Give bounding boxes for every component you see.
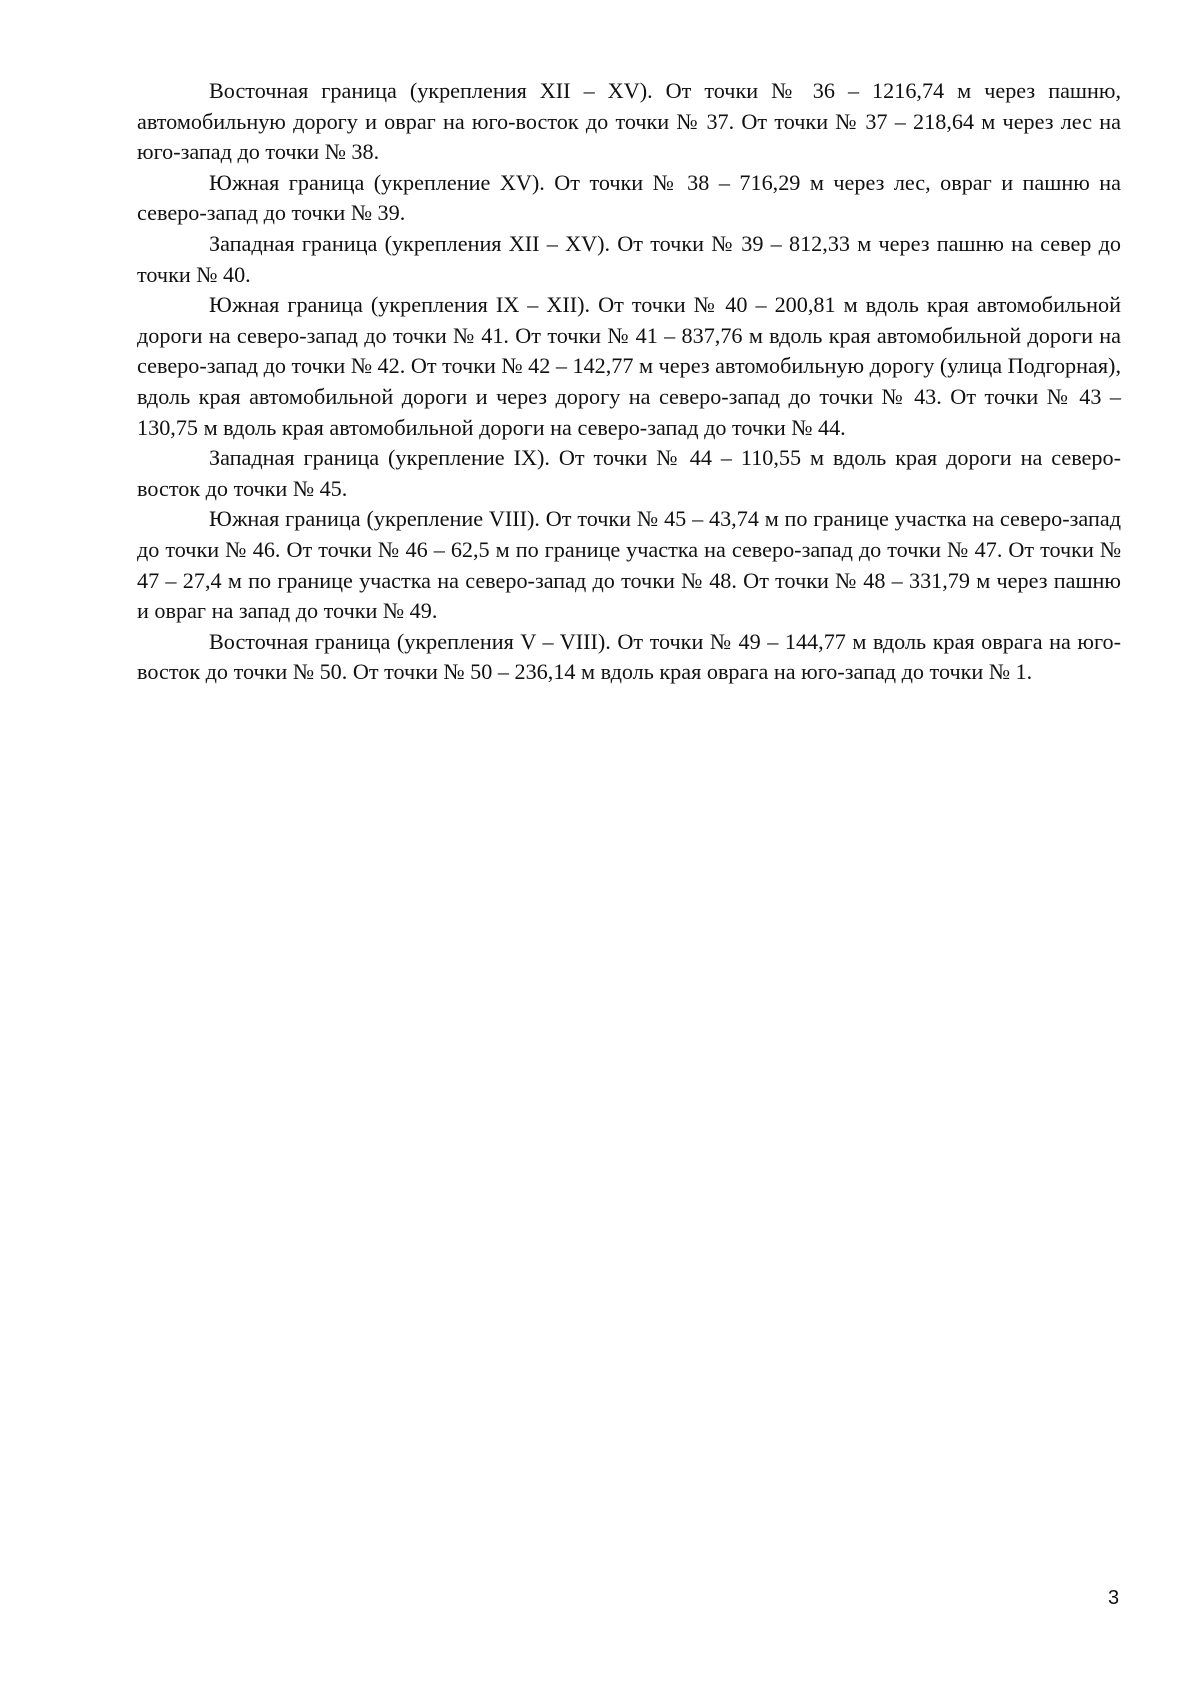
paragraph-west-border-xii-xv: Западная граница (укрепления XII – XV). От точки № 39 – 812,33 м через пашню на север до точки № 40.: [137, 230, 1121, 287]
paragraph-east-border-v-viii: Восточная граница (укрепления V – VIII). От точки № 49 – 144,77 м вдоль края оврага на юго-восток до точки № 50. От точки № 50 – 236,14 м вдоль края оврага на юго-запад до точки № 1.: [137, 628, 1121, 685]
paragraph-west-border-ix: Западная граница (укрепление IX). От точки № 44 – 110,55 м вдоль края дороги на северо-восток до точки № 45.: [137, 445, 1121, 501]
document-body: [137, 76, 1121, 688]
paragraph-south-border-viii: Южная граница (укрепление VIII). От точки № 45 – 43,74 м по границе участка на северо-запад до точки № 46. От точки № 46 – 62,5 м по границе участка на северо-запад до точки № 47. От точки № 47 – 27,4 м по границе участка на северо-запад до точки № 48. От точки № 48 – 331,79 м через пашню и овраг на запад до точки № 49.: [137, 506, 1121, 624]
paragraph-south-border-ix-xii: Южная граница (укрепления IX – XII). От точки № 40 – 200,81 м вдоль края автомобильной дороги на северо-запад до точки № 41. От точки № 41 – 837,76 м вдоль края автомобильной дороги на северо-запад до точки № 42. От точки № 42 – 142,77 м через автомобильную дорогу (улица Подгорная), вдоль края автомобильной дороги и через дорогу на северо-запад до точки № 43. От точки № 43 – 130,75 м вдоль края автомобильной дороги на северо-запад до точки № 44.: [137, 292, 1121, 440]
paragraph-south-border-xv: Южная граница (укрепление XV). От точки № 38 – 716,29 м через лес, овраг и пашню на северо-запад до точки № 39.: [137, 169, 1121, 226]
paragraph-east-border-xii-xv: Восточная граница (укрепления XII – XV). От точки № 36 – 1216,74 м через пашню, автомобильную дорогу и овраг на юго-восток до точки № 37. От точки № 37 – 218,64 м через лес на юго-запад до точки № 38.: [137, 78, 1121, 165]
page-number: 3: [1108, 1587, 1120, 1609]
